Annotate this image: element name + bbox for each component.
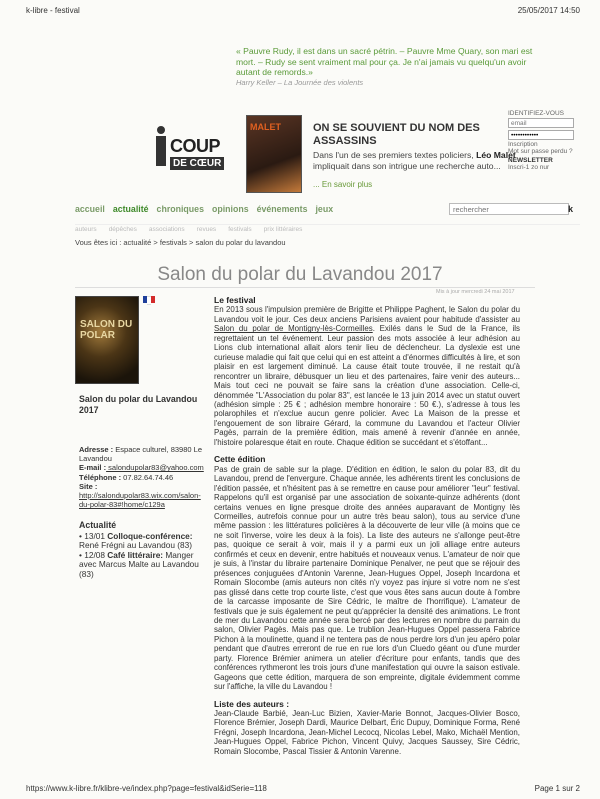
newsletter-link[interactable]: Inscri-1 zo nur <box>508 164 550 171</box>
print-footer-page: Page 1 sur 2 <box>534 784 580 793</box>
featured-text <box>313 150 533 171</box>
featured-title[interactable]: ON SE SOUVIENT DU NOM DES ASSASSINS <box>313 122 480 147</box>
print-header <box>26 6 580 15</box>
news-item[interactable] <box>79 551 204 580</box>
subnav-item-associations[interactable]: associations <box>148 226 185 233</box>
festival-sidebar <box>79 394 204 580</box>
news-date: • 12/08 <box>79 549 108 560</box>
newsletter-title: NEWSLETTER <box>508 157 553 164</box>
search-input[interactable] <box>449 203 569 215</box>
section-authors-text: Jean-Claude Barbié, Jean-Luc Bizien, Xavier-Marie Bonnot, Jacques-Olivier Bosco, Florence Brémier, Joseph Dardi, Maurice Delbart, Éric Dupuy, Dominique Forma, René Frégni, Joseph Incardona, Jean-Michel Lecocq, Nicolas Lebel, Mako, Michaël Mention, Jean-Hugues Oppel, Fabrice Pichon, Vincent Quivy, Jacques Saussey, Sire Cédric, Romain Slocombe, Pascal Tissier & Antonin Varenne. <box>214 709 520 756</box>
login-title: IDENTIFIEZ-VOUS <box>508 110 564 117</box>
french-flag-icon <box>143 296 155 303</box>
logo-dot-icon <box>157 126 165 134</box>
section-heading-authors: Liste des auteurs : <box>214 698 290 709</box>
search-button[interactable]: k <box>568 204 574 214</box>
logo-line1: COUP <box>170 136 221 156</box>
page-title: Salon du polar du Lavandou 2017 <box>157 264 443 285</box>
nav-item-chroniques[interactable]: chroniques <box>156 204 204 214</box>
nav-item-jeux[interactable]: jeux <box>315 204 334 214</box>
featured-text-pre: Dans l'un de ses premiers textes policiers, <box>313 150 477 160</box>
coup-de-coeur-logo <box>156 126 236 184</box>
news-text: René Frégni au Lavandou (83) <box>79 540 193 551</box>
update-date: Mis à jour mercredi 24 mai 2017 <box>436 289 515 295</box>
subnav-item-prix[interactable]: prix littéraires <box>263 226 303 233</box>
section-heading-festival: Le festival <box>214 295 256 305</box>
quote-source: Harry Keller – La Journée des violents <box>236 77 364 87</box>
nav-item-accueil[interactable]: accueil <box>75 204 105 214</box>
section-edition-text: Pas de grain de sable sur la plage. D'édition en édition, le salon du polar 83, dit du Lavandou, prend de l'envergure. Chaque année, les adhérents tirent les conclusions de l'édition passée, et n'hésitent pas à se remettre en cause pour améliorer "leur" festival. Rappelons qu'il est organisé par une association de soixante-quinze adhérents (dont certains venues en ligne presque droite des années auparavant de Montigny lès Cormeilles, autrefois connue pour un autre très beau salon), tous au service d'une même passion : les littératures policières à la découverte de leur ville (à moins que ce ne soit l'inverse, voire les deux à la fois). La liste des auteurs ne s'allonge peut-être pas, quoique ce serait à voir, mais il y a parmi eux un joli alliage entre auteurs confirmés et ceux en devenir, entre habitués et nouveaux venus. L'amateur de noir que je suis, à l'instar du libraire partenaire Dominique Penalver, ne peut que se réjouir des présences conjuguées d'Antonin Varenne, Jean-Hugues Oppel, Joseph Incardona et Romain Slocombe (amis auteurs non cités n'y voyez pas injure si votre nom ne s'est pas glissé dans cette trop courte liste, c'est que vous êtes sans aucun doute à l'ombre de la carcasse imposante de Sire Cédric, le maître de l'horrifique). L'amateur de festivals que je suis également ne peut qu'apprécier la densité des animations. Le front de mer du Lavandou cette année sera bercé par des lectures en nombre du parrain du salon, Olivier Pagès. Mais pas que. Le trublion Jean-Hugues Oppel passera Fabrice Pichon à la moulinette, quand il ne tentera pas de nous perdre lors d'un jeu apéro polar pendant que d'autres erreront de rue en rue lors d'un Cluedo géant ou d'une murder party. Florence Brémier animera un atelier d'écriture pour enfants, tandis que des conférences rythmeront les trois jours d'une manifestation qui ouvre la saison estivale. Gageons que cette édition, marquera de son empreinte, digitale évidemment comme sur l'affiche, la ville du Lavandou ! <box>214 464 520 692</box>
site-label: Site : <box>79 481 98 491</box>
email-link[interactable]: salondupolar83@yahoo.com <box>106 463 204 473</box>
news-date: • 13/01 <box>79 530 108 541</box>
quote-block <box>236 46 546 88</box>
nav-item-evenements[interactable]: événements <box>256 204 308 214</box>
subnav-item-revues[interactable]: revues <box>196 226 217 233</box>
logo-line2: DE CŒUR <box>170 157 224 170</box>
quote-text: « Pauvre Rudy, il est dans un sacré pétrin. – Pauvre Mme Quary, son mari est mort. – Rudy se sent vraiment mal pour ça. Je n'ai jamais vu quelqu'un avoir autant de remords.» <box>236 46 533 77</box>
email-field[interactable] <box>508 118 574 128</box>
nav-item-actualite[interactable]: actualité <box>112 204 149 214</box>
print-header-title: k-libre - festival <box>26 6 80 15</box>
news-text: Manger avec Marcus Malte au Lavandou (83) <box>79 549 199 579</box>
news-kind: Café littéraire: <box>107 549 164 560</box>
logo-bar-icon <box>156 136 166 166</box>
news-kind: Colloque-conférence: <box>107 530 193 541</box>
festival-text-b: . Exilés dans le Sud de la France, ils regrettaient un tel événement. Leur passion des mots associée à leur adhésion au Lions club international allait alors tenir lieu de déclencheur. La dyslexie est une curieuse maladie qui fait que celui qui en est atteint a d'énormes difficultés à lire, et son plaisir en est largement diminué. La cause était toute trouvée, il ne restait qu'à rencontrer un libraire, débusquer un lieu et des partenaires, faire venir des auteurs... Mais tout ceci ne pouvait se faire sans la création d'une association. Celle-ci, dénommée "L'Association du polar 83", est lancée le 13 juin 2014 avec un statut ouvert (adhésion simple : 25 € ; adhésion membre honoraire : 50 €.), s'adresse à tous les polarophiles et n'exclue aucun genre policier. Avec La Maison de la presse et l'engouement de son libraire Gérard, la commune du Lavandou et l'acteur Olivier Pagès, parrain de la première édition, mais amené à revenir d'année en année, l'histoire polaresque était en route. Chaque édition se succédant et s'étoffant... <box>214 324 520 447</box>
lost-password-link[interactable]: Mot sur passe perdu ? <box>508 148 573 155</box>
register-link[interactable]: Inscription <box>508 141 538 148</box>
nav-item-opinions[interactable]: opinions <box>211 204 249 214</box>
poster-text: SALON DU POLAR <box>80 319 133 341</box>
festival-text-a: En 2013 sous l'impulsion première de Brigitte et Philippe Paghent, le Salon du polar du Lavandou voit le jour. Ces deux anciens Parisiens avaient pour habitude d'assister au <box>214 305 520 324</box>
sub-nav <box>75 224 580 234</box>
news-item[interactable] <box>79 532 204 551</box>
password-field[interactable] <box>508 130 574 140</box>
festival-poster <box>75 296 139 384</box>
site-row <box>79 482 204 510</box>
subnav-item-depeches[interactable]: dépêches <box>108 226 137 233</box>
print-footer <box>26 784 580 793</box>
login-panel <box>508 110 578 171</box>
email-label: E-mail : <box>79 463 107 473</box>
section-festival-text <box>214 305 520 447</box>
featured-more-link[interactable]: ... En savoir plus <box>313 180 373 189</box>
subnav-item-auteurs[interactable]: auteurs <box>75 226 97 233</box>
phone-value: 07.82.64.74.46 <box>121 472 174 482</box>
address-value: Espace culturel, 83980 Le Lavandou <box>79 445 202 464</box>
sidebar-title: Salon du polar du Lavandou 2017 <box>79 394 198 415</box>
breadcrumb[interactable]: Vous êtes ici : actualité > festivals > salon du polar du lavandou <box>75 238 286 247</box>
subnav-item-festivals[interactable]: festivals <box>228 226 252 233</box>
phone-label: Téléphone : <box>79 472 122 482</box>
address-label: Adresse : <box>79 445 114 454</box>
print-footer-url: https://www.k-libre.fr/klibre-ve/index.php?page=festival&idSerie=118 <box>26 784 267 793</box>
featured-cover-title: MALET <box>250 122 281 132</box>
featured-text-post: impliquait dans son intrigue une recherche auto... <box>313 160 501 171</box>
main-nav <box>75 204 333 214</box>
featured-book-cover[interactable] <box>246 115 302 193</box>
print-header-date: 25/05/2017 14:50 <box>517 6 580 15</box>
news-title: Actualité <box>79 520 117 531</box>
section-heading-edition: Cette édition <box>214 454 266 465</box>
phone-row <box>79 473 204 482</box>
featured-author: Léo Malet <box>476 150 516 160</box>
montigny-link[interactable]: Salon du polar de Montigny-lès-Cormeilles <box>214 324 373 334</box>
email-row <box>79 463 204 472</box>
article-body <box>214 296 520 756</box>
title-divider <box>75 287 535 288</box>
address-row <box>79 445 204 463</box>
site-link[interactable]: http://salondupolar83.wix.com/salon-du-polar-83#!home/c129a <box>79 491 201 510</box>
